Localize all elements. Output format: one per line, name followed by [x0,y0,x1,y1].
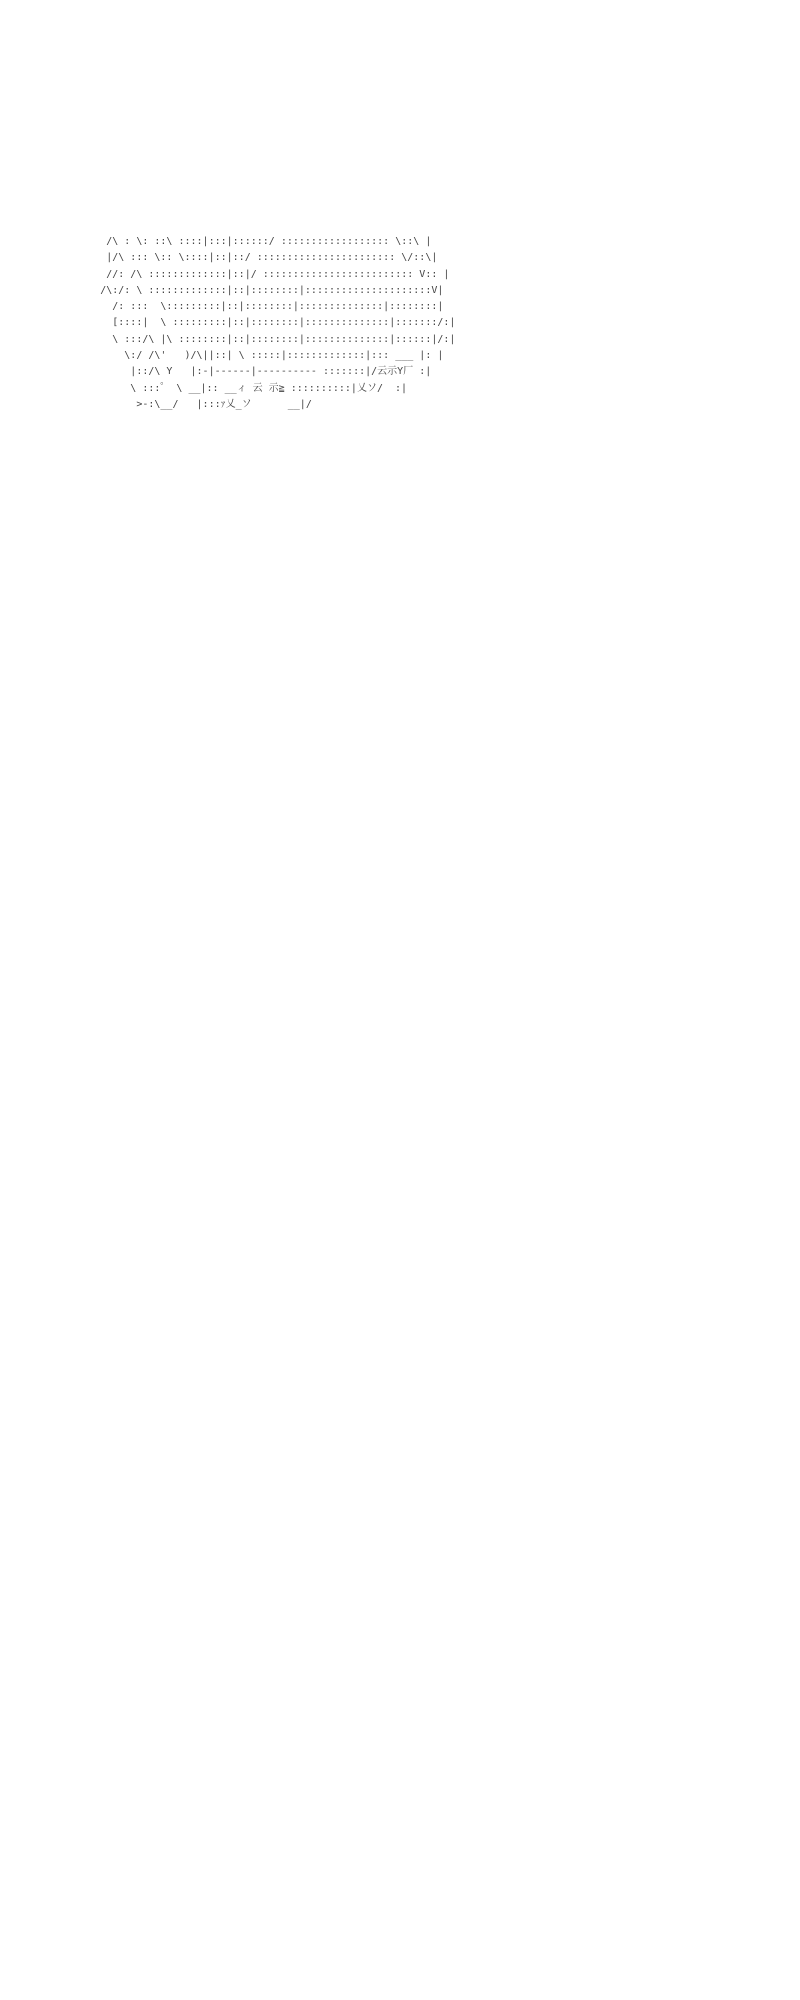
ascii-art-character-1: /\ : \: ::\ ::::|:::|::::::/ :::::::::::::::::: \::\ | |/\ ::: \:: \::::|::|::/ ::::::::::::::::::::::: \/::\| //: /\ :::::::::::::|::|/ ::::::::::::::::::::::::: V:: | /\:/: \ :::::::::::::|::|::::::::|:::::::::::::::::::::V| /: ::: \:::::::::|::|::::::::|::::::::::::::|::::::::| [::::| \ :::::::::|::|::::::::|::::::::::::::|:::::::/:| \ :::/\ |\ ::::::::|::|::::::::|::::::::::::::|::::::|/:| \:/ /\' )/\||::| \ :::::|:::::::::::::|::: ___ |: | |::/\ Y |:-|------|---------- :::::::|/云示Y厂 :| \ :::゜ \ __|:: __ィ 云 示≧ ::::::::::|乂ソ/ :| >-:\__/ |:::ｧ乂_ソ __|/ [100,236,456,410]
